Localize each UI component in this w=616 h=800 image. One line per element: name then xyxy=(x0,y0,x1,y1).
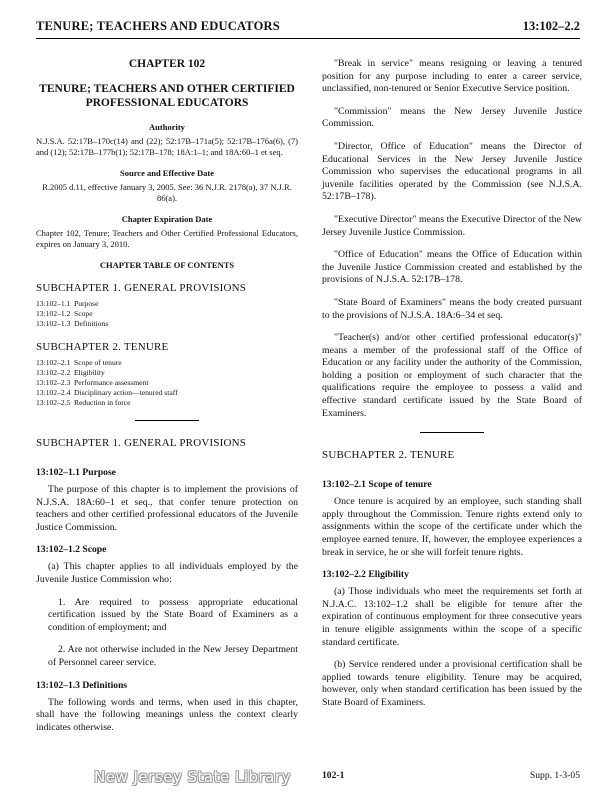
library-watermark: New Jersey State Library xyxy=(94,768,291,786)
toc-item-number: 13:102–2.2 xyxy=(36,368,71,377)
toc-subchapter-1: SUBCHAPTER 1. GENERAL PROVISIONS xyxy=(36,282,247,294)
section-1-3-heading: 13:102–1.3 Definitions xyxy=(36,679,128,691)
toc-item-title: Eligibility xyxy=(74,368,105,377)
left-column xyxy=(36,58,298,744)
toc-item-title: Purpose xyxy=(74,299,99,308)
definition-executive-director: "Executive Director" means the Executive Director of the New Jersey Juvenile Justice Commission. xyxy=(322,213,582,238)
section-2-2-heading: 13:102–2.2 Eligibility xyxy=(322,569,409,581)
subchapter-1-heading: SUBCHAPTER 1. GENERAL PROVISIONS xyxy=(36,437,247,449)
definition-state-board: "State Board of Examiners" means the body created pursuant to the provisions of N.J.S.A. 18A:6–34 et seq. xyxy=(322,296,582,321)
toc-item xyxy=(36,398,298,408)
section-divider xyxy=(135,420,199,421)
definition-break-in-service: "Break in service" means resigning or leaving a tenured position for any purpose including to enter a career service, unclassified, non-tenured or Senior Executive Service position. xyxy=(322,58,582,95)
toc-item xyxy=(36,319,298,329)
toc-item-number: 13:102–2.5 xyxy=(36,398,71,407)
page-number: 102-1 xyxy=(322,770,345,781)
toc-item-title: Disciplinary action—tenured staff xyxy=(74,388,178,397)
authority-label: Authority xyxy=(149,122,185,132)
toc-item-title: Reduction in force xyxy=(74,398,131,407)
source-text: R.2005 d.11, effective January 3, 2005. See: 36 N.J.R. 2178(a), 37 N.J.R. 86(a). xyxy=(42,182,292,203)
expiration-text: Chapter 102, Tenure; Teachers and Other Certified Professional Educators, expires on January 3, 2010. xyxy=(36,228,298,249)
definition-director: "Director, Office of Education" means the Director of Educational Services in the New Jersey Juvenile Justice Commission who supervises the educational programs in all juvenile facilities operated by the Commission (see N.J.S.A. 52:17B–178). xyxy=(322,140,582,203)
definition-office-of-education: "Office of Education" means the Office of Education within the Juvenile Justice Commission created and established by the provisions of N.J.S.A. 52:17B–178. xyxy=(322,249,582,286)
toc-item xyxy=(36,388,298,398)
toc-item xyxy=(36,309,298,319)
section-1-2-item-1: 1. Are required to possess appropriate educational certification issued by the State Board of Examiners as a condition of employment; and xyxy=(48,596,298,633)
toc-item-number: 13:102–1.3 xyxy=(36,319,71,328)
toc-title: CHAPTER TABLE OF CONTENTS xyxy=(99,260,235,270)
toc-item-title: Scope of tenure xyxy=(74,358,122,367)
section-1-2-item-2: 2. Are not otherwise included in the New Jersey Department of Personnel career service. xyxy=(48,644,298,668)
section-1-3-text: The following words and terms, when used in this chapter, shall have the following meanings unless the context clearly indicates otherwise. xyxy=(36,696,298,733)
definition-commission: "Commission" means the New Jersey Juvenile Justice Commission. xyxy=(322,105,582,130)
header-section-number: 13:102–2.2 xyxy=(522,19,580,33)
toc-item-title: Performance assessment xyxy=(74,378,149,387)
right-column xyxy=(322,58,582,720)
toc-item-title: Scope xyxy=(74,309,93,318)
supplement-date: Supp. 1-3-05 xyxy=(529,770,580,781)
page-footer xyxy=(36,768,580,788)
expiration-label: Chapter Expiration Date xyxy=(121,214,213,224)
toc-item xyxy=(36,358,298,368)
section-2-2-a: (a) Those individuals who meet the requirements set forth at N.J.A.C. 13:102–1.2 shall be eligible for tenure after the expiration of continuous employment for three consecutive years in tenure eligible assignments within the scope of a specific standard certificate. xyxy=(322,586,582,648)
toc-list-2 xyxy=(36,358,298,408)
source-label: Source and Effective Date xyxy=(119,168,215,178)
section-1-2-heading: 13:102–1.2 Scope xyxy=(36,544,107,556)
header-title: TENURE; TEACHERS AND EDUCATORS xyxy=(36,19,280,33)
section-divider xyxy=(420,432,484,433)
chapter-title: TENURE; TEACHERS AND OTHER CERTIFIED PROFESSIONAL EDUCATORS xyxy=(39,83,295,109)
running-header xyxy=(36,16,580,39)
section-1-2-a: (a) This chapter applies to all individuals employed by the Juvenile Justice Commission who: xyxy=(36,561,298,585)
toc-item-number: 13:102–1.2 xyxy=(36,309,71,318)
authority-text: N.J.S.A. 52:17B–170c(14) and (22); 52:17B–171a(5); 52:17B–176a(6), (7) and (12); 52:17B–177b(1); 52:17B–178; 18A:1–1; and 18A:60–1 et seq. xyxy=(36,136,298,157)
toc-subchapter-2: SUBCHAPTER 2. TENURE xyxy=(36,341,169,353)
toc-list-1 xyxy=(36,299,298,329)
section-2-1-heading: 13:102–2.1 Scope of tenure xyxy=(322,479,432,491)
toc-item-number: 13:102–1.1 xyxy=(36,299,71,308)
toc-item-number: 13:102–2.3 xyxy=(36,378,71,387)
toc-item-title: Definitions xyxy=(74,319,109,328)
definition-teacher: "Teacher(s) and/or other certified professional educator(s)" means a member of the professional staff of the Office of Education or any facility under the authority of the Commission, holding a position or employment of such character that the qualifications require the employee to possess a valid and effective standard certificate issued by the State Board of Examiners. xyxy=(322,332,582,419)
chapter-number: CHAPTER 102 xyxy=(128,58,206,70)
section-2-1-text: Once tenure is acquired by an employee, such standing shall apply throughout the Commission. Tenure rights extend only to assignments within the scope of the certificate under which the employee earned tenure. If, however, the employee experiences a break in service, he or she will forfeit tenure rights. xyxy=(322,496,582,558)
toc-item xyxy=(36,378,298,388)
toc-item xyxy=(36,368,298,378)
section-1-1-heading: 13:102–1.1 Purpose xyxy=(36,467,116,478)
toc-item-number: 13:102–2.1 xyxy=(36,358,71,367)
section-2-2-b: (b) Service rendered under a provisional certification shall be applied towards tenure eligibility. Tenure may be acquired, however, only when standard certification has been issued by the State Board of Examiners. xyxy=(322,659,582,708)
toc-item-number: 13:102–2.4 xyxy=(36,388,71,397)
section-1-1-text: The purpose of this chapter is to implement the provisions of N.J.S.A. 18A:60–1 et seq., that confer tenure protection on teachers and other certified professional educators of the Juvenile Justice Commission. xyxy=(36,484,298,533)
toc-item xyxy=(36,299,298,309)
subchapter-2-heading: SUBCHAPTER 2. TENURE xyxy=(322,449,455,462)
